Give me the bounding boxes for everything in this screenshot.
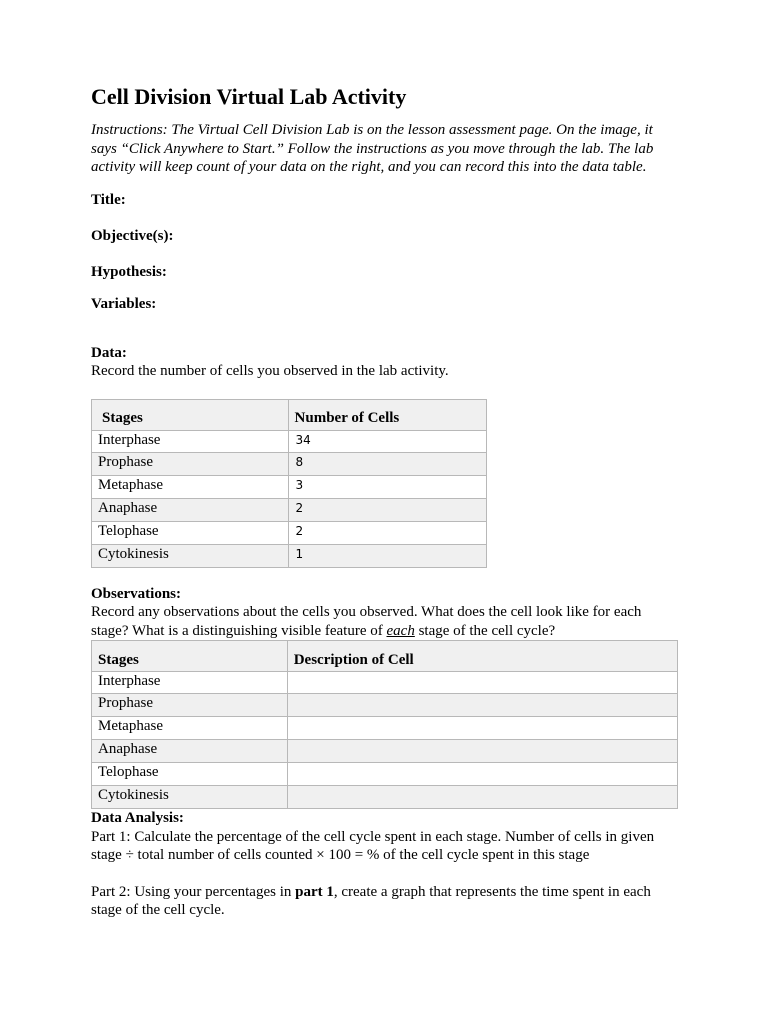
stage-cell: Metaphase [92, 717, 288, 740]
count-cell[interactable]: 2 [288, 521, 486, 544]
observations-instruction [91, 603, 681, 640]
stage-cell: Metaphase [92, 475, 289, 498]
data-analysis-label: Data Analysis: [91, 810, 184, 826]
count-cell[interactable]: 8 [288, 452, 486, 475]
stage-cell: Prophase [92, 694, 288, 717]
table-row [92, 498, 487, 521]
stage-cell: Anaphase [92, 498, 289, 521]
description-cell[interactable] [287, 717, 677, 740]
analysis-part1: Part 1: Calculate the percentage of the cell cycle spent in each stage. Number of cells in given stage ÷ total number of cells counted × 100 = % of the cell cycle spent in this stage [91, 828, 655, 863]
hypothesis-label: Hypothesis: [91, 263, 167, 280]
description-cell[interactable] [287, 763, 677, 786]
analysis-part2-bold: part 1 [295, 883, 334, 900]
document-page [91, 84, 681, 920]
objectives-label: Objective(s): [91, 228, 174, 244]
count-cell[interactable]: 34 [288, 430, 486, 452]
observations-text-before: Record any observations about the cells you observed. What does the cell look like for each stage? What is a distinguishing visible feature of [91, 604, 642, 639]
analysis-part2-before: Part 2: Using your percentages in [91, 883, 296, 900]
table-row [92, 521, 487, 544]
column-header-stages: Stages [92, 641, 288, 672]
column-header-description: Description of Cell [287, 641, 677, 672]
variables-label: Variables: [91, 296, 157, 312]
table-row [92, 430, 487, 452]
data-label: Data: [91, 344, 127, 361]
column-header-number-of-cells: Number of Cells [288, 399, 486, 430]
stage-cell: Anaphase [92, 740, 288, 763]
description-cell[interactable] [287, 740, 677, 763]
description-cell[interactable] [287, 786, 677, 809]
data-instruction: Record the number of cells you observed in the lab activity. [91, 363, 449, 379]
count-cell[interactable]: 1 [288, 544, 486, 567]
table-row [92, 475, 487, 498]
table-header-row [92, 641, 678, 672]
description-cell[interactable] [287, 672, 677, 694]
stage-cell: Telophase [92, 763, 288, 786]
table-header-row [92, 399, 487, 430]
table-row [92, 452, 487, 475]
count-cell[interactable]: 2 [288, 498, 486, 521]
data-table [91, 399, 487, 568]
analysis-part2 [91, 883, 681, 920]
table-row [92, 786, 678, 809]
table-row [92, 672, 678, 694]
table-row [92, 694, 678, 717]
stage-cell: Cytokinesis [92, 544, 289, 567]
table-row [92, 763, 678, 786]
page-title: Cell Division Virtual Lab Activity [91, 84, 407, 109]
observations-emphasis: each [386, 622, 415, 639]
stage-cell: Interphase [92, 430, 289, 452]
instructions-text: Instructions: The Virtual Cell Division Lab is on the lesson assessment page. On the image, it says “Click Anywhere to Start.” Follow the instructions as you move through the lab. The lab activity will keep count of your data on the right, and you can record this into the data table. [91, 122, 654, 175]
stage-cell: Telophase [92, 521, 289, 544]
analysis-part2-after: , create a graph that represents the time spent in each stage of the cell cycle. [91, 883, 651, 918]
table-row [92, 544, 487, 567]
title-label: Title: [91, 191, 126, 208]
column-header-stages: Stages [92, 399, 289, 430]
observations-text-after: stage of the cell cycle? [414, 622, 556, 639]
count-cell[interactable]: 3 [288, 475, 486, 498]
description-cell[interactable] [287, 694, 677, 717]
table-row [92, 740, 678, 763]
observations-label: Observations: [91, 585, 181, 602]
stage-cell: Interphase [92, 672, 288, 694]
table-row [92, 717, 678, 740]
stage-cell: Cytokinesis [92, 786, 288, 809]
observations-table [91, 640, 678, 809]
stage-cell: Prophase [92, 452, 289, 475]
